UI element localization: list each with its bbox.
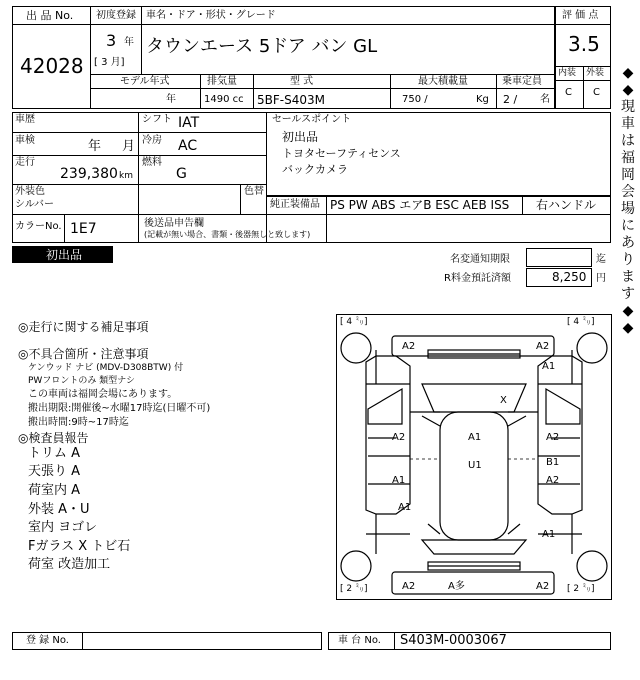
registration-year: 3 bbox=[106, 31, 117, 50]
fuel-value: G bbox=[176, 166, 187, 182]
damage-mark: A2 bbox=[536, 581, 550, 592]
inspector-line: 荷室内 A bbox=[28, 483, 81, 498]
vehicle-damage-diagram bbox=[336, 314, 612, 600]
aftermarket-label: 後送品申告欄 bbox=[144, 218, 204, 229]
driving-notes-title: ◎走行に関する補足事項 bbox=[18, 320, 149, 334]
sales-points-label: セールスポイント bbox=[272, 114, 352, 125]
inspection-label: 車検 bbox=[15, 135, 35, 146]
location-side-note: ◆◆ 現車は福岡会場にあります ◆◆ bbox=[621, 65, 635, 336]
inspector-line: 室内 ヨゴレ bbox=[28, 520, 98, 535]
max-load-unit: Kg bbox=[476, 94, 489, 105]
defect-line: PWフロントのみ 類型ナシ bbox=[28, 376, 136, 386]
steering-side: 右ハンドル bbox=[536, 198, 597, 212]
score-value: 3.5 bbox=[568, 32, 600, 56]
ac-value: AC bbox=[178, 138, 198, 154]
chassis-number: S403M-0003067 bbox=[400, 633, 507, 648]
chassis-number-label: 車 台 No. bbox=[338, 635, 381, 646]
exterior-label: 外装 bbox=[586, 68, 605, 78]
inspector-line: Fガラス X トビ石 bbox=[28, 539, 131, 554]
name-change-value-box bbox=[526, 248, 592, 267]
damage-mark: A1 bbox=[542, 361, 556, 372]
sales-point-item: 初出品 bbox=[282, 130, 319, 144]
sales-point-item: トヨタセーフティセンス bbox=[282, 147, 401, 160]
max-load-label: 最大積載量 bbox=[418, 76, 468, 87]
car-name-label: 車名・ドア・形状・グレード bbox=[146, 10, 276, 21]
shift-label: シフト bbox=[142, 114, 172, 125]
damage-mark: A1 bbox=[398, 502, 412, 513]
sales-point-item: バックカメラ bbox=[282, 163, 348, 176]
max-load: 750 / bbox=[402, 94, 428, 105]
damage-mark: U1 bbox=[468, 460, 482, 471]
capacity-unit: 名 bbox=[540, 94, 550, 105]
displacement: 1490 cc bbox=[204, 94, 244, 105]
standard-equipment-label: 純正装備品 bbox=[270, 199, 320, 210]
exterior-color: シルバー bbox=[15, 199, 55, 210]
damage-mark: A1 bbox=[542, 529, 556, 540]
first-registration-label: 初度登録 bbox=[96, 10, 136, 21]
shift-value: IAT bbox=[178, 115, 200, 131]
name-change-unit: 迄 bbox=[596, 254, 606, 265]
rear-right-tire-depth: [ 2 ㍉] bbox=[567, 584, 595, 594]
aftermarket-note: (記載が無い場合、書類・後器無しと致します) bbox=[144, 230, 311, 239]
recycle-fee-value: 8,250 bbox=[552, 270, 587, 284]
damage-mark: A2 bbox=[546, 475, 560, 486]
inspection-year: 年 bbox=[88, 139, 102, 154]
exterior-color-label: 外装色 bbox=[15, 186, 45, 197]
capacity-label: 乗車定員 bbox=[502, 76, 542, 87]
damage-mark: A多 bbox=[448, 581, 465, 592]
displacement-label: 排気量 bbox=[207, 76, 237, 87]
mileage-unit: km bbox=[119, 171, 133, 181]
first-listing-badge-text: 初出品 bbox=[46, 248, 83, 262]
mileage-value: 239,380 bbox=[60, 166, 118, 182]
history-label: 車歴 bbox=[15, 114, 35, 125]
color-change-label: 色替 bbox=[244, 186, 264, 197]
exterior-grade: C bbox=[593, 87, 600, 98]
registration-number-label: 登 録 No. bbox=[26, 635, 69, 646]
front-right-tire bbox=[577, 333, 607, 363]
damage-mark: A2 bbox=[536, 341, 550, 352]
defect-line: 搬出時間:9時~17時迄 bbox=[28, 417, 129, 428]
defects-title: ◎不具合箇所・注意事項 bbox=[18, 347, 149, 361]
interior-grade: C bbox=[565, 87, 572, 98]
damage-mark: A1 bbox=[392, 475, 406, 486]
defect-line: ケンウッド ナビ (MDV-D308BTW) 付 bbox=[28, 363, 184, 373]
inspector-line: 天張り A bbox=[28, 464, 81, 479]
inspector-line: 外装 A・U bbox=[28, 502, 90, 517]
rear-left-tire bbox=[341, 551, 371, 581]
damage-mark: X bbox=[500, 395, 507, 406]
damage-mark: A2 bbox=[402, 341, 416, 352]
registration-year-unit: 年 bbox=[124, 37, 134, 48]
inspection-month: 月 bbox=[122, 139, 136, 154]
recycle-fee-unit: 円 bbox=[596, 273, 606, 284]
standard-equipment: PS PW ABS エアB ESC AEB ISS bbox=[330, 198, 510, 212]
name-change-label: 名変通知期限 bbox=[450, 254, 510, 265]
damage-mark: A2 bbox=[402, 581, 416, 592]
defect-line: 搬出期限:開催後~水曜17時迄(日曜不可) bbox=[28, 403, 211, 414]
lot-number: 42028 bbox=[20, 54, 84, 78]
type-label: 型 式 bbox=[290, 76, 314, 87]
vehicle-type: 5BF-S403M bbox=[257, 93, 325, 107]
defect-line: この車両は福岡会場にあります。 bbox=[28, 389, 178, 400]
damage-mark: A1 bbox=[468, 432, 482, 443]
recycle-fee-label: R料金預託済額 bbox=[444, 273, 511, 284]
front-right-tire-depth: [ 4 ㍉] bbox=[567, 317, 595, 327]
damage-mark: A2 bbox=[546, 432, 560, 443]
model-year-unit: 年 bbox=[166, 94, 176, 105]
damage-mark: B1 bbox=[546, 457, 560, 468]
front-left-tire-depth: [ 4 ㍉] bbox=[340, 317, 368, 327]
front-left-tire bbox=[341, 333, 371, 363]
score-label: 評 価 点 bbox=[562, 10, 599, 21]
ac-label: 冷房 bbox=[142, 135, 162, 146]
color-number-label: カラーNo. bbox=[15, 221, 62, 232]
inspector-report-title: ◎検査員報告 bbox=[18, 431, 89, 445]
damage-mark: A2 bbox=[392, 432, 406, 443]
model-year-label: モデル年式 bbox=[120, 76, 170, 87]
lot-number-label: 出 品 No. bbox=[26, 9, 74, 22]
interior-label: 内装 bbox=[558, 68, 577, 78]
inspector-line: トリム A bbox=[28, 446, 81, 461]
rear-left-tire-depth: [ 2 ㍉] bbox=[340, 584, 368, 594]
rear-right-tire bbox=[577, 551, 607, 581]
color-number: 1E7 bbox=[70, 221, 97, 237]
mileage-label: 走行 bbox=[15, 157, 35, 168]
inspector-line: 荷室 改造加工 bbox=[28, 557, 111, 572]
registration-month: [ 3 月] bbox=[94, 57, 125, 68]
capacity: 2 / bbox=[503, 93, 518, 106]
car-name: タウンエース 5ドア バン GL bbox=[146, 36, 378, 57]
fuel-label: 燃料 bbox=[142, 157, 162, 168]
